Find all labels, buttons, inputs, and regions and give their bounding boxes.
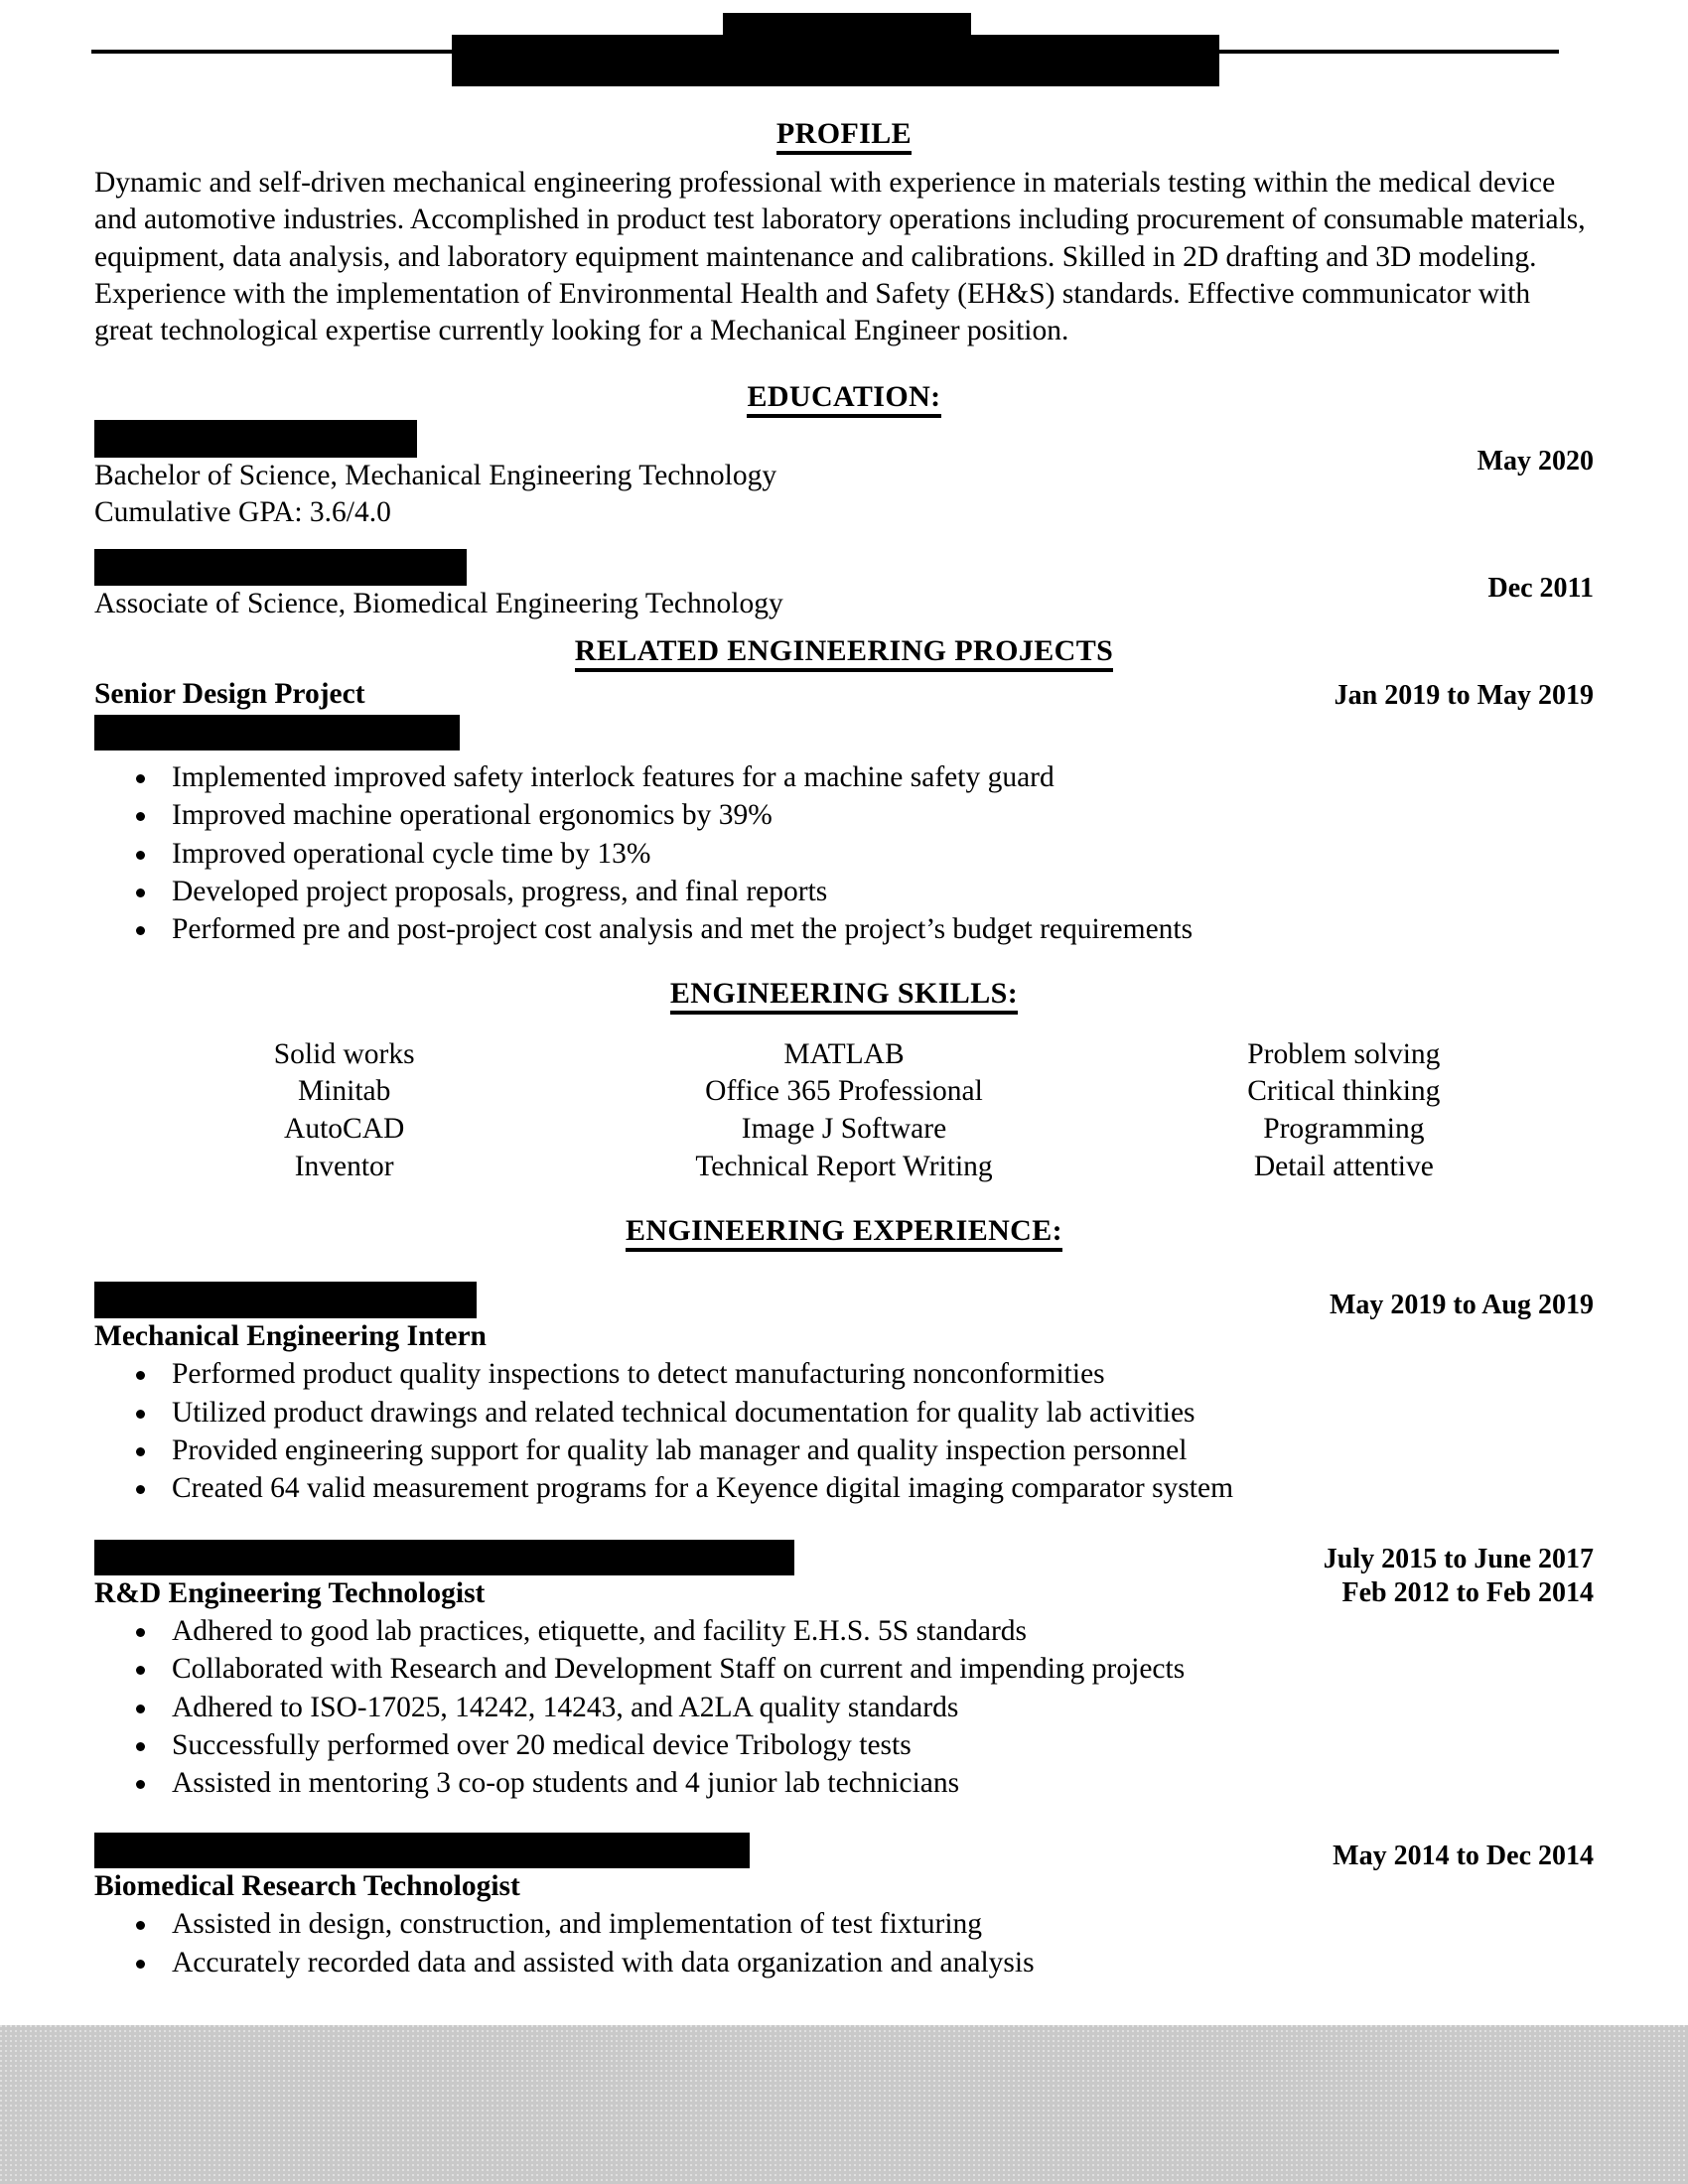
experience-title-3: Biomedical Research Technologist [94,1869,520,1902]
list-item: Adhered to ISO-17025, 14242, 14243, and A2LA quality standards [94,1689,1594,1726]
skill-item: MATLAB [783,1037,905,1070]
section-heading-profile [94,117,1594,151]
experience-bullet-list-1 [94,1355,1594,1507]
experience-entry-3 [94,1833,1594,1905]
project-entry [94,676,1594,751]
list-item: Collaborated with Research and Development Staff on current and impending projects [94,1650,1594,1688]
skill-item: Minitab [297,1075,391,1108]
redacted-school-bar-2 [94,549,467,586]
education-entry-1 [94,420,1594,527]
education-date-2: Dec 2011 [1487,572,1594,604]
list-item: Implemented improved safety interlock features for a machine safety guard [94,758,1594,796]
project-title: Senior Design Project [94,677,365,710]
skill-item: Solid works [273,1037,415,1070]
section-heading-education-label: EDUCATION: [747,380,940,418]
experience-date-2a: July 2015 to June 2017 [1323,1543,1594,1574]
profile-paragraph: Dynamic and self-driven mechanical engineering professional with experience in materials testing within the medical device and automotive industries. Accomplished in product test laboratory operations including procurement of consumable materials, equipment, data analysis, and laboratory equipment maintenance and calibrations. Skilled in 2D drafting and 3D modeling. Experience with the implementation of Environmental Health and Safety (EH&S) standards. Effective communicator with great technological expertise currently looking for a Mechanical Engineer position. [94,167,1586,347]
section-heading-skills-label: ENGINEERING SKILLS: [670,977,1018,1015]
education-date-1: May 2020 [1477,445,1594,477]
skill-item: Detail attentive [1253,1150,1434,1182]
list-item: Accurately recorded data and assisted with data organization and analysis [94,1944,1594,1981]
redacted-contact-bar [452,35,1219,86]
skills-column-2 [594,1036,1093,1186]
redacted-employer-bar-1 [94,1282,477,1318]
skill-item: AutoCAD [284,1113,405,1146]
section-heading-experience [94,1214,1594,1248]
list-item: Assisted in design, construction, and implementation of test fixturing [94,1905,1594,1943]
section-heading-projects [94,634,1594,668]
list-item: Improved operational cycle time by 13% [94,835,1594,873]
section-heading-skills [94,977,1594,1011]
skill-item: Image J Software [741,1113,947,1146]
list-item: Improved machine operational ergonomics by 39% [94,796,1594,834]
skill-item: Technical Report Writing [695,1150,993,1182]
redacted-employer-bar-3 [94,1833,750,1868]
list-item: Created 64 valid measurement programs for a Keyence digital imaging comparator system [94,1469,1594,1507]
section-heading-projects-label: RELATED ENGINEERING PROJECTS [575,634,1113,672]
redacted-project-org-bar [94,715,460,751]
list-item: Performed product quality inspections to detect manufacturing nonconformities [94,1355,1594,1393]
experience-title-1: Mechanical Engineering Intern [94,1319,487,1352]
list-item: Successfully performed over 20 medical device Tribology tests [94,1726,1594,1764]
list-item: Provided engineering support for quality lab manager and quality inspection personnel [94,1432,1594,1469]
education-detail-1: Cumulative GPA: 3.6/4.0 [94,496,391,529]
experience-title-2: R&D Engineering Technologist [94,1576,486,1609]
education-degree-1: Bachelor of Science, Mechanical Engineering Technology [94,459,777,491]
skills-column-3 [1094,1036,1594,1186]
experience-entry-2 [94,1540,1594,1612]
experience-entry-1 [94,1282,1594,1355]
redacted-school-bar-1 [94,420,417,458]
skill-item: Problem solving [1247,1037,1441,1070]
list-item: Adhered to good lab practices, etiquette, and facility E.H.S. 5S standards [94,1612,1594,1650]
skill-item: Critical thinking [1247,1075,1441,1108]
skills-grid [94,1036,1594,1186]
skill-item: Programming [1263,1113,1425,1146]
experience-date-1a: May 2019 to Aug 2019 [1330,1289,1594,1320]
list-item: Utilized product drawings and related technical documentation for quality lab activities [94,1394,1594,1432]
experience-bullet-list-2 [94,1612,1594,1803]
experience-date-2b: Feb 2012 to Feb 2014 [1341,1576,1594,1608]
skill-item: Inventor [294,1150,394,1182]
education-degree-2: Associate of Science, Biomedical Engineering Technology [94,587,783,619]
skill-item: Office 365 Professional [705,1075,983,1108]
resume-header [94,0,1594,117]
redacted-employer-bar-2 [94,1540,794,1575]
project-bullet-list [94,758,1594,949]
section-heading-profile-label: PROFILE [776,117,912,155]
section-heading-education [94,380,1594,414]
project-date: Jan 2019 to May 2019 [1334,679,1594,711]
list-item: Developed project proposals, progress, and final reports [94,873,1594,910]
education-entry-2 [94,549,1594,628]
experience-bullet-list-3 [94,1905,1594,1981]
list-item: Assisted in mentoring 3 co-op students and 4 junior lab technicians [94,1764,1594,1802]
section-heading-experience-label: ENGINEERING EXPERIENCE: [626,1214,1062,1252]
skills-column-1 [94,1036,594,1186]
list-item: Performed pre and post-project cost analysis and met the project’s budget requirements [94,910,1594,948]
experience-date-3a: May 2014 to Dec 2014 [1333,1840,1594,1871]
